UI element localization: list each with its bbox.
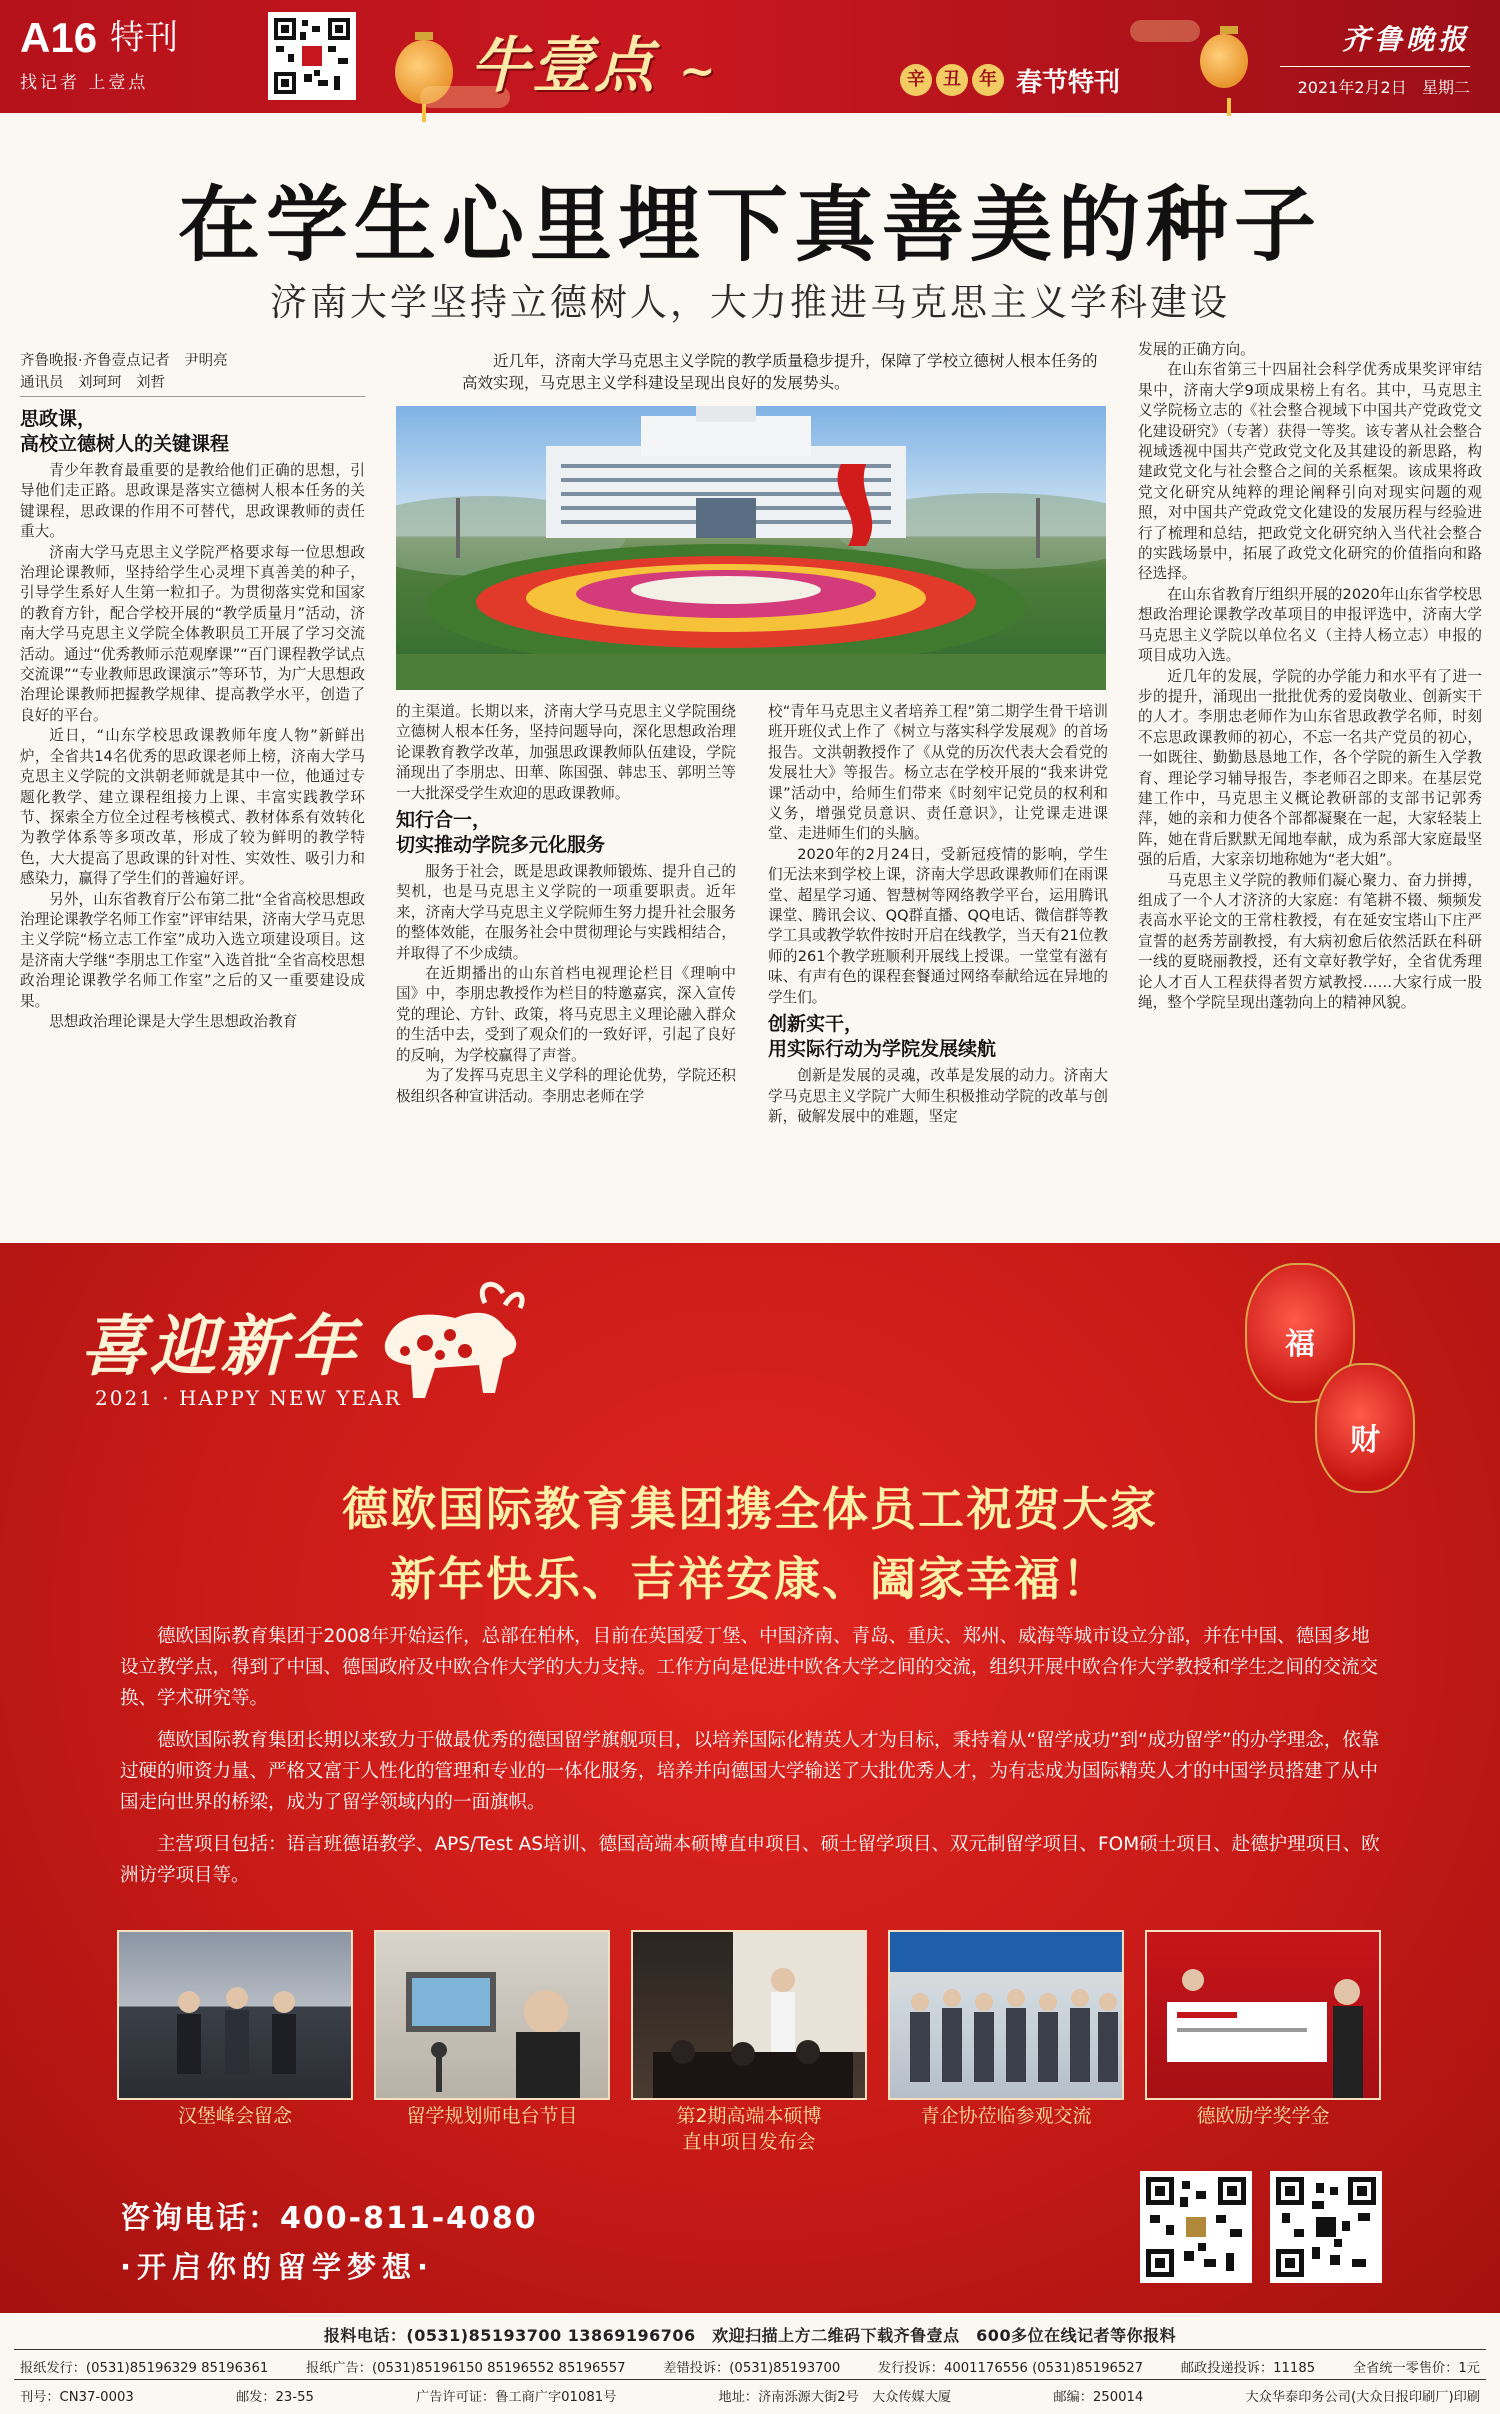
byline-correspondent: 通讯员 刘珂珂 刘哲 — [20, 375, 165, 391]
lantern-fu-char: 福 — [1285, 1327, 1315, 1363]
scholarship-ceremony-image — [1147, 1932, 1381, 2100]
caption-hamburg-summit: 汉堡峰会留念 — [177, 2105, 292, 2127]
caption-scholarship: 德欧励学奖学金 — [1196, 2105, 1330, 2127]
festival-title-swirl: ~ — [678, 46, 718, 97]
qr-code-ad-2[interactable] — [1270, 2171, 1382, 2283]
cloud-decoration — [1130, 20, 1200, 42]
campus-building-image — [396, 406, 1106, 690]
paragraph: 发展的正确方向。 — [1138, 341, 1255, 358]
paragraph: 服务于社会，既是思政课教师锻炼、提升自己的契机，也是马克思主义学院的一项重要职责。近年来，济南大学马克思主义学院师生努力提升社会服务的整体效能，在服务社会中贯彻理论与实践相结合，并取得了不少成绩。 — [396, 863, 736, 962]
ad-paragraph-mission: 德欧国际教育集团长期以来致力于做最优秀的德国留学旗舰项目，以培养国际化精英人才为目标，秉持着从“留学成功”到“成功留学”的办学理念，依靠过硬的师资力量、严格又富于人性化的管理和专业的一体化服务，培养并向德国大学输送了大批优秀人才，为有志成为国际精英人才的中国学员搭建了从中国走向世界的桥梁，成为了留学领域内的一面旗帜。 — [120, 1730, 1380, 1813]
article-column-1 — [20, 350, 365, 1032]
group-photo-image — [890, 1932, 1124, 2100]
caption-launch-event: 第2期高端本硕博 直申项目发布会 — [676, 2105, 822, 2153]
year-seal-2: 丑 — [936, 64, 968, 96]
photo-radio-program — [374, 1930, 610, 2100]
section-heading-2: 知行合一， 切实推动学院多元化服务 — [396, 809, 606, 857]
ad-slogan: ·开启你的留学梦想· — [120, 2250, 435, 2284]
footer-zipcode: 邮编：250014 — [1053, 2390, 1144, 2405]
paragraph: 在山东省第三十四届社会科学优秀成果奖评审结果中，济南大学9项成果榜上有名。其中，马克思主义学院杨立志的《社会整合视域下中国共产党政党文化建设研究》（专著）获得一等奖。该专著从社会整合视域透视中国共产党政党文化及其建设的新思路，构建政党文化与社会整合之间的关系框架。该成果将政党文化研究从纯粹的理论阐释引向对现实问题的观照，对中国共产党政党文化建设的发展历程与经验进行了梳理和总结，把政党文化研究纳入当代社会整合的实践场景中，拓展了政党文化研究的价值指向和路径选择。 — [1138, 361, 1482, 583]
lead-paragraph: 近几年，济南大学马克思主义学院的教学质量稳步提升，保障了学校立德树人根本任务的高效实现，马克思主义学科建设呈现出良好的发展势头。 — [462, 352, 1098, 392]
ad-paragraph-projects: 主营项目包括：语言班德语教学、APS/Test AS培训、德国高端本硕博直申项目、硕士留学项目、双元制留学项目、FOM硕士项目、赴德护理项目、欧洲访学项目等。 — [120, 1834, 1380, 1886]
page-number: A16 — [20, 14, 98, 61]
footer-distribution: 报纸发行：(0531)85196329 85196361 — [20, 2361, 269, 2376]
lantern-icon — [1200, 34, 1248, 88]
year-seal-1: 辛 — [900, 64, 932, 96]
footer-address: 地址：济南泺源大街2号 大众传媒大厦 — [718, 2390, 952, 2405]
photo-scholarship — [1145, 1930, 1381, 2100]
ad-greeting: 喜迎新年 — [80, 1307, 360, 1385]
issue-date-text: 2021年2月2日 — [1297, 78, 1407, 97]
masthead-left — [20, 16, 178, 93]
masthead — [0, 0, 1500, 113]
ad-year-line: 2021 · HAPPY NEW YEAR — [95, 1386, 402, 1410]
footer-ad-license: 广告许可证：鲁工商广字01081号 — [416, 2390, 617, 2405]
paragraph: 济南大学马克思主义学院严格要求每一位思想政治理论课教师，坚持给学生心灵埋下真善美的种子，引导学生系好人生第一粒扣子。为贯彻落实党和国家的教育方针，配合学校开展的“教学质量月”活动，济南大学马克思主义学院全体教职员工开展了学习交流活动。通过“优秀教师示范观摩课”“百门课程教学试点交流课”“专业教师思政课演示”等环节，为广大思想政治理论课教师把握教学规律、提高教学水平，创造了良好的平台。 — [20, 543, 365, 724]
paragraph: 青少年教育最重要的是教给他们正确的思想，引导他们走正路。思政课是落实立德树人根本任务的关键课程，思政课的作用不可替代，思政课教师的责任重大。 — [20, 462, 365, 541]
qr-code-app[interactable] — [268, 12, 356, 100]
paragraph: 近日，“山东学校思政课教师年度人物”新鲜出炉，全省共14名优秀的思政课老师上榜，济南大学马克思主义学院的文洪朝老师就是其中一位，他通过专题化教学、建立课程组接力上课、丰富实践教学环节、探索全方位全过程考核模式、教材体系有效转化为教学体系等多项改革，形成了较为鲜明的教学特色，大大提高了思政课的针对性、实效性、吸引力和感染力，赢得了学生们的普遍好评。 — [20, 727, 365, 888]
issue-date — [1280, 75, 1470, 98]
caption-visit-exchange: 青企协莅临参观交流 — [920, 2105, 1092, 2127]
stage-speaker-image — [633, 1932, 867, 2100]
footer-contact-row — [20, 2357, 1480, 2376]
festival-subtitle — [900, 62, 1120, 99]
campus-photo — [396, 406, 1106, 690]
subheadline: 济南大学坚持立德树人，大力推进马克思主义学科建设 — [270, 281, 1230, 324]
footer-delivery-complaints: 发行投诉：4001176556 (0531)85196527 — [878, 2361, 1144, 2376]
masthead-brand — [1280, 18, 1470, 98]
paragraph: 2020年的2月24日，受新冠疫情的影响，学生们无法来到学校上课，济南大学思政课教师们在雨课堂、超星学习通、智慧树等网络教学平台，运用腾讯课堂、腾讯会议、QQ群直播、QQ电话、微信群等教学工具或教学软件按时开启在线教学，当天有21位教师的261个教学班顺利开展线上授课。一堂堂有滋有味、有声有色的课程套餐通过网络奉献给远在异地的学生们。 — [768, 845, 1108, 1006]
section-heading-3: 创新实干， 用实际行动为学院发展续航 — [768, 1013, 997, 1061]
qr-code-ad-1[interactable] — [1140, 2171, 1252, 2283]
footer-hotline: 报料电话：(0531)85193700 13869196706 欢迎扫描上方二维码下载齐鲁壹点 600多位在线记者等你报料 — [323, 2326, 1177, 2345]
article-column-3 — [768, 702, 1108, 1127]
headline: 在学生心里埋下真善美的种子 — [177, 178, 1322, 273]
footer-advertising: 报纸广告：(0531)85196150 85196552 85196557 — [306, 2361, 626, 2376]
ox-icon — [365, 1273, 530, 1408]
people-group-image — [119, 1932, 353, 2100]
article-column-4 — [1138, 340, 1482, 1013]
paragraph: 另外，山东省教育厅公布第二批“全省高校思想政治理论课教学名师工作室”评审结果，济南大学马克思主义学院“杨立志工作室”成功入选立项建设项目。这是济南大学继“李朋忠工作室”入选首批“全省高校思想政治理论课教学名师工作室”之后的又一重要建设成果。 — [20, 890, 365, 1010]
festival-title-text: 牛壹点 — [470, 31, 656, 101]
advertisement — [0, 1243, 1500, 2313]
footer-postal-complaints: 邮政投递投诉：11185 — [1180, 2361, 1316, 2376]
photo-launch-event — [631, 1930, 867, 2100]
qr-code-icon — [1146, 2177, 1246, 2277]
byline-reporter: 齐鲁晚报·齐鲁壹点记者 尹明亮 — [20, 353, 228, 369]
qr-code-icon — [274, 18, 350, 94]
footer-divider — [14, 2379, 1486, 2380]
section-name: 特刊 — [110, 18, 179, 58]
ad-paragraph-intro: 德欧国际教育集团于2008年开始运作，总部在柏林，目前在英国爱丁堡、中国济南、青岛、重庆、郑州、威海等城市设立分部，并在中国、德国多地设立教学点，得到了中国、德国政府及中欧合作大学的大力支持。工作方向是促进中欧各大学之间的交流，组织开展中欧合作大学教授和学生之间的交流交换、学术研究等。 — [120, 1626, 1379, 1709]
ad-title-line-1: 德欧国际教育集团携全体员工祝贺大家 — [342, 1482, 1158, 1536]
paragraph: 校“青年马克思主义者培养工程”第二期学生骨干培训班开班仪式上作了《树立与落实科学发展观》的首场报告。文洪朝教授作了《从党的历次代表大会看党的发展壮大》等报告。杨立志在学校开展的“我来讲党课”活动中，给师生们带来《时刻牢记党员的权利和义务，增强党员意识、责任意识》，让党课走进课堂、走进师生们的头脑。 — [768, 703, 1108, 843]
year-seal-3: 年 — [972, 64, 1004, 96]
consult-phone[interactable]: 咨询电话：400-811-4080 — [120, 2201, 538, 2236]
paragraph: 的主渠道。长期以来，济南大学马克思主义学院围绕立德树人根本任务，坚持问题导向，深化思想政治理论课教育教学改革，加强思政课教师队伍建设，学院涌现出了李朋忠、田華、陈国强、韩忠玉、郭明兰等一大批深受学生欢迎的思政课教师。 — [396, 703, 736, 802]
byline-divider — [20, 396, 365, 397]
footer-divider — [14, 2349, 1486, 2350]
paragraph: 在山东省教育厅组织开展的2020年山东省学校思想政治理论课教学改革项目的申报评选中，济南大学马克思主义学院以单位名义（主持人杨立志）申报的项目成功入选。 — [1138, 585, 1482, 665]
article-column-2 — [396, 702, 736, 1107]
photo-hamburg-summit — [117, 1930, 353, 2100]
caption-radio-program: 留学规划师电台节目 — [406, 2105, 578, 2127]
section-heading-1: 思政课， 高校立德树人的关键课程 — [20, 408, 230, 455]
paragraph: 创新是发展的灵魂，改革是发展的动力。济南大学马克思主义学院广大师生积极推动学院的改革与创新，破解发展中的难题，坚定 — [768, 1067, 1108, 1125]
ad-photo-strip — [117, 1930, 1383, 2100]
paper-name: 齐鲁晚报 — [1341, 23, 1470, 56]
footer-corrections: 差错投诉：(0531)85193700 — [663, 2361, 841, 2376]
brand-divider — [1280, 66, 1470, 67]
festival-tag: 春节特刊 — [1016, 68, 1121, 98]
slogan: 找记者 上壹点 — [20, 73, 149, 93]
paragraph: 思想政治理论课是大学生思想政治教育 — [49, 1012, 298, 1030]
footer-printer: 大众华泰印务公司(大众日报印刷厂)印刷 — [1245, 2390, 1480, 2405]
qr-code-icon — [1276, 2177, 1376, 2277]
photo-visit-exchange — [888, 1930, 1124, 2100]
paragraph: 在近期播出的山东首档电视理论栏目《理响中国》中，李朋忠教授作为栏目的特邀嘉宾，深入宣传党的理论、方针、政策，将马克思主义理论融入群众的生活中去，受到了观众们的一致好评，引起了良好的反响，为学校赢得了声誉。 — [396, 965, 736, 1064]
festival-title — [470, 18, 718, 104]
ad-title-line-2: 新年快乐、吉祥安康、阖家幸福！ — [390, 1552, 1110, 1606]
issue-weekday: 星期二 — [1421, 78, 1470, 97]
footer-postal-code: 邮发：23-55 — [235, 2390, 314, 2405]
radio-studio-image — [376, 1932, 610, 2100]
footer-issn: 刊号：CN37-0003 — [20, 2390, 134, 2405]
lantern-cai-char: 财 — [1350, 1423, 1380, 1459]
paragraph: 近几年的发展，学院的办学能力和水平有了进一步的提升，涌现出一批批优秀的爱岗敬业、创新实干的人才。李朋忠老师作为山东省思政教学名师，时刻不忘思政课教师的初心，不忘一名共产党员的初心，一如既往、勤勤恳恳地工作，各个学院的新生入学教育、理论学习辅导报告，李老师召之即来。在基层党建工作中，马克思主义概论教研部的支部书记郭秀萍，她的亲和力使各个部都凝聚在一起，大家轻装上阵，她在背后默默无闻地奉献，成为系部大家庭最坚强的后盾，大家亲切地称她为“老大姐”。 — [1138, 667, 1482, 869]
footer-publication-row — [20, 2386, 1480, 2405]
paragraph: 马克思主义学院的教师们凝心聚力、奋力拼搏，组成了一个人才济济的大家庭：有笔耕不辍、频频发表高水平论文的王常柱教授，有在延安宝塔山下庄严宣誓的赵秀芳副教授，有大病初愈后依然活跃在科研一线的夏晓丽教授，还有文章好教学好，全省优秀理论人才百人工程获得者贺方斌教授……大家行成一股绳，整个学院呈现出蓬勃向上的精神风貌。 — [1138, 871, 1482, 1011]
paragraph: 为了发挥马克思主义学科的理论优势，学院还积极组织各种宣讲活动。李朋忠老师在学 — [396, 1067, 736, 1105]
page-footer — [0, 2313, 1500, 2414]
footer-price: 全省统一零售价：1元 — [1352, 2361, 1480, 2376]
